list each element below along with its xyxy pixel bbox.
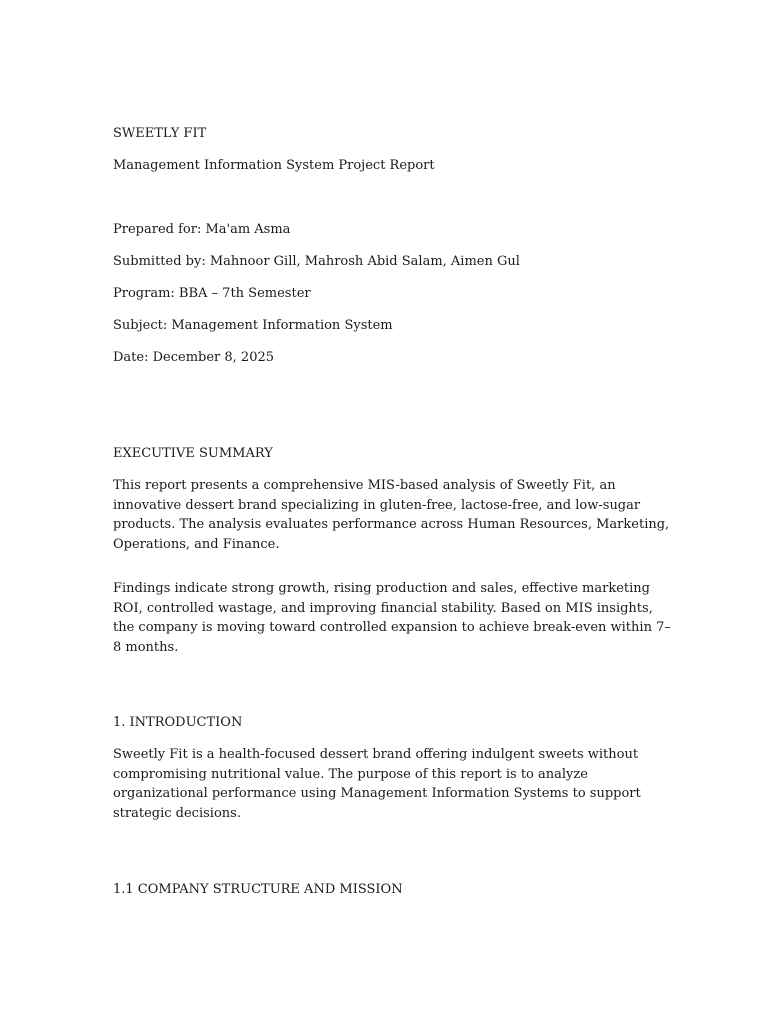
document-subtitle: Management Information System Project Report xyxy=(113,158,435,173)
subject: Subject: Management Information System xyxy=(113,318,393,333)
section-1-1-heading: 1.1 COMPANY STRUCTURE AND MISSION xyxy=(113,882,403,897)
executive-summary-paragraph-1: This report presents a comprehensive MIS-based analysis of Sweetly Fit, an innovative dessert brand specializing in gluten-free, lactose-free, and low-sugar products. The analysis evaluates performance across Human Resources, Marketing, Operations, and Finance. xyxy=(113,478,670,552)
prepared-for: Prepared for: Ma'am Asma xyxy=(113,222,291,237)
introduction-heading: 1. INTRODUCTION xyxy=(113,715,243,730)
executive-summary-paragraph-2: Findings indicate strong growth, rising production and sales, effective marketing ROI, controlled wastage, and improving financial stability. Based on MIS insights, the company is moving toward controlled expansion to achieve break-even within 7–8 months. xyxy=(113,581,671,655)
document-title: SWEETLY FIT xyxy=(113,126,207,141)
executive-summary-heading: EXECUTIVE SUMMARY xyxy=(113,446,273,461)
report-date: Date: December 8, 2025 xyxy=(113,350,275,365)
introduction-paragraph: Sweetly Fit is a health-focused dessert brand offering indulgent sweets without compromising nutritional value. The purpose of this report is to analyze organizational performance using Management Information Systems to support strategic decisions. xyxy=(113,747,641,821)
program: Program: BBA – 7th Semester xyxy=(113,286,311,301)
submitted-by: Submitted by: Mahnoor Gill, Mahrosh Abid Salam, Aimen Gul xyxy=(113,254,520,269)
